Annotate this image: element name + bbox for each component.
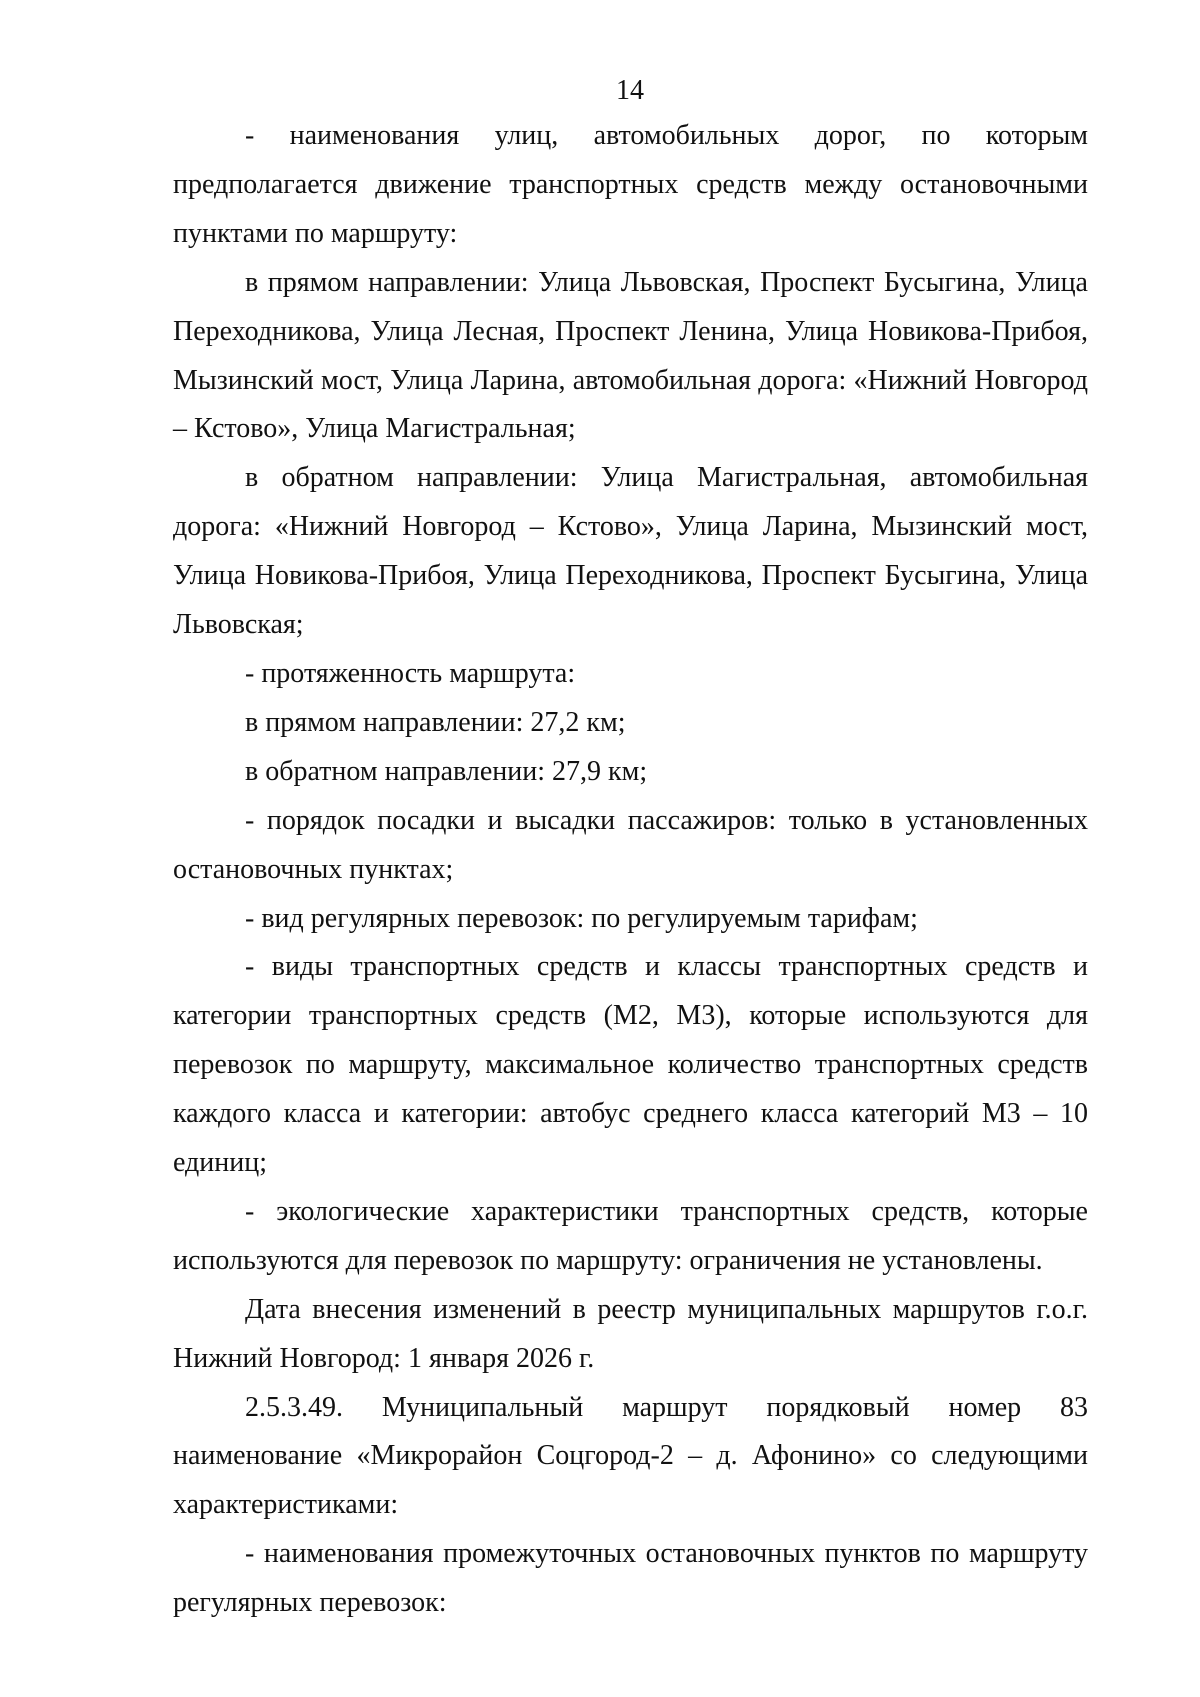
paragraph-intermediate-stops: - наименования промежуточных остановочных пунктов по маршруту регулярных перевозок: (173, 1538, 1088, 1619)
paragraph-route-length-header: - протяженность маршрута: (245, 657, 576, 689)
paragraph-boarding-order: - порядок посадки и высадки пассажиров: только в установленных остановочных пунктах; (173, 804, 1088, 885)
paragraph-reverse-route: в обратном направлении: Улица Магистральная, автомобильная дорога: «Нижний Новгород – Кстово», Улица Ларина, Мызинский мост, Улица Новикова-Прибоя, Улица Переходникова, Проспект Бусыгина, Улица Львовская; (173, 462, 1088, 641)
paragraph-forward-length: в прямом направлении: 27,2 км; (245, 706, 626, 738)
paragraph-street-names-header: - наименования улиц, автомобильных дорог, по которым предполагается движение транспортных средств между остановочными пунктами по маршруту: (173, 120, 1088, 249)
paragraph-route-83: 2.5.3.49. Муниципальный маршрут порядковый номер 83 наименование «Микрорайон Соцгород-2 – д. Афонино» со следующими характеристиками: (173, 1391, 1088, 1521)
paragraph-forward-route: в прямом направлении: Улица Львовская, Проспект Бусыгина, Улица Переходникова, Улица Лесная, Проспект Ленина, Улица Новикова-Прибоя, Мызинский мост, Улица Ларина, автомобильная дорога: «Нижний Новгород – Кстово», Улица Магистральная; (173, 266, 1088, 445)
paragraph-vehicle-classes: - виды транспортных средств и классы транспортных средств и категории транспортных средств (М2, М3), которые используются для перевозок по маршруту, максимальное количество транспортных средств каждого класса и категории: автобус среднего класса категорий М3 – 10 единиц; (173, 951, 1088, 1179)
paragraph-ecological: - экологические характеристики транспортных средств, которые используются для перевозок по маршруту: ограничения не установлены. (173, 1195, 1088, 1276)
page-number: 14 (616, 75, 644, 106)
paragraph-registry-date: Дата внесения изменений в реестр муниципальных маршрутов г.о.г. Нижний Новгород: 1 января 2026 г. (173, 1293, 1088, 1374)
document-body (173, 112, 1088, 1628)
paragraph-transport-type: - вид регулярных перевозок: по регулируемым тарифам; (245, 902, 918, 934)
paragraph-reverse-length: в обратном направлении: 27,9 км; (245, 755, 648, 787)
